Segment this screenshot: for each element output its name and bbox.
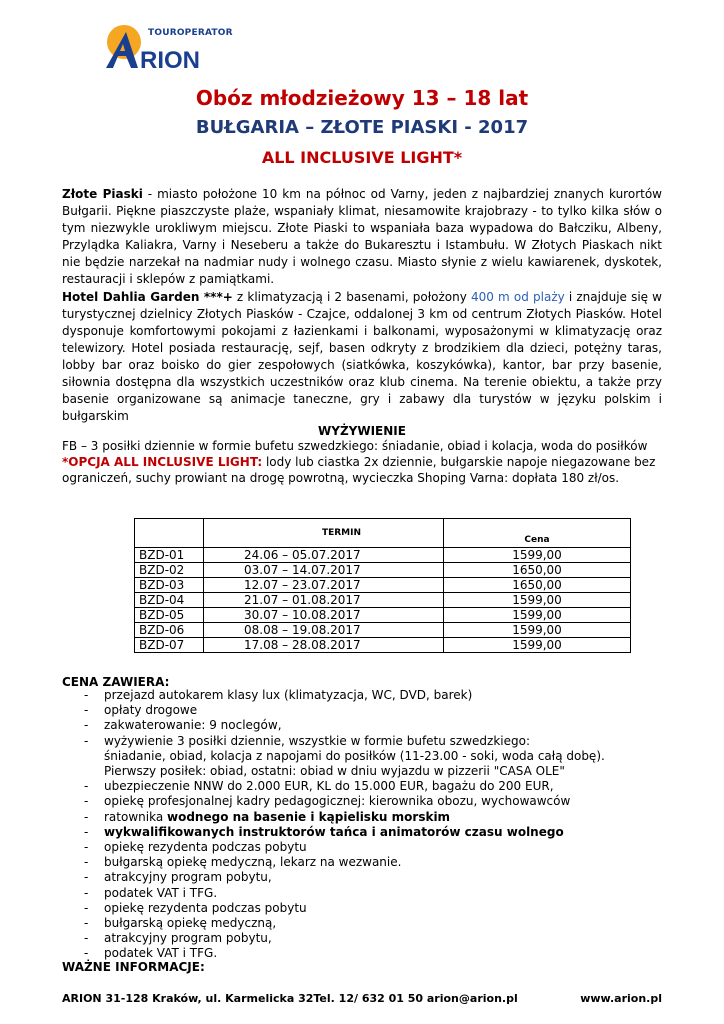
list-item: - atrakcyjny program pobytu,	[84, 931, 272, 946]
camp-title: Obóz młodzieżowy 13 – 18 lat	[195, 86, 529, 110]
important-heading: WAŻNE INFORMACJE:	[62, 960, 205, 974]
item-text: ratownika	[104, 809, 167, 824]
hotel-text-a: z klimatyzacją i 2 basenami, położony	[232, 290, 471, 304]
item-text: podatek VAT i TFG.	[104, 885, 218, 900]
table-row	[135, 563, 631, 578]
list-item: - ratownika wodnego na basenie i kąpielisku morskim	[84, 809, 451, 824]
row-price: 1599,00	[444, 593, 631, 608]
row-code: BZD-02	[135, 563, 204, 578]
intro-text: - miasto położone 10 km na północ od Varny, jeden z najbardziej znanych kurortów Bułgarii. Piękne piaszczyste plaże, wspaniały klimat, niesamowite krajobrazy - to tylko kilka słów o tym niezwykle urokliwym miejscu. Złote Piaski to wspaniała baza wypadowa do Bałcziku, Albeny, Przylądka Kaliakra, Varny i Neseberu a także do Bukaresztu i Istambułu. W Złotych Piaskach nikt nie będzie narzekał na nadmiar nudy i wolnego czasu. Miasto słynie z wielu kawiarenek, dyskotek, restauracji i sklepów z pamiątkami.	[62, 187, 662, 286]
list-item: - opiekę rezydenta podczas pobytu	[84, 900, 307, 915]
item-text: ubezpieczenie NNW do 2.000 EUR, KL do 15.000 EUR, bagażu do 200 EUR,	[104, 779, 554, 794]
item-text-extra: śniadanie, obiad, kolacja z napojami do posiłków (11-23.00 - soki, woda całą dobę).	[104, 748, 605, 763]
row-term: 03.07 – 14.07.2017	[204, 563, 444, 578]
item-text: zakwaterowanie: 9 noclegów,	[104, 718, 282, 733]
item-text: bułgarską opiekę medyczną, lekarz na wezwanie.	[104, 855, 402, 870]
header-price: Cena	[444, 519, 631, 548]
item-text: opiekę rezydenta podczas pobytu	[104, 900, 307, 915]
row-term: 08.08 – 19.08.2017	[204, 623, 444, 638]
header-code	[135, 519, 204, 548]
list-item: - opiekę rezydenta podczas pobytu	[84, 840, 307, 855]
footer	[62, 992, 662, 1005]
intro-paragraph	[62, 186, 662, 288]
destination-title: BUŁGARIA – ZŁOTE PIASKI - 2017	[195, 117, 529, 138]
intro-place: Złote Piaski	[62, 187, 143, 201]
item-text: atrakcyjny program pobytu,	[104, 931, 272, 946]
list-item: - bułgarską opiekę medyczną,	[84, 916, 277, 931]
logo-tagline: TOUROPERATOR	[148, 28, 233, 38]
meals-fb: FB – 3 posiłki dziennie w formie bufetu szwedzkiego: śniadanie, obiad i kolacja, woda do posiłków	[62, 439, 648, 453]
list-item: - atrakcyjny program pobytu,	[84, 870, 272, 885]
row-code: BZD-05	[135, 608, 204, 623]
item-text: opiekę profesjonalnej kadry pedagogicznej: kierownika obozu, wychowawców	[104, 794, 571, 809]
row-price: 1599,00	[444, 623, 631, 638]
includes-heading: CENA ZAWIERA:	[62, 675, 170, 689]
item-text: atrakcyjny program pobytu,	[104, 870, 272, 885]
row-price: 1599,00	[444, 638, 631, 653]
row-price: 1650,00	[444, 578, 631, 593]
list-item: - bułgarską opiekę medyczną, lekarz na wezwanie.	[84, 855, 402, 870]
row-code: BZD-04	[135, 593, 204, 608]
row-code: BZD-01	[135, 548, 204, 563]
footer-website[interactable]: www.arion.pl	[580, 992, 662, 1005]
table-row	[135, 593, 631, 608]
table-row	[135, 638, 631, 653]
list-item: - przejazd autokarem klasy lux (klimatyzacja, WC, DVD, barek)	[84, 688, 473, 702]
option-text: lody lub ciastka 2x dziennie, bułgarskie napoje niegazowane bez ograniczeń, suchy prowiant na drogę powrotną, wycieczka Shoping Varna: dopłata 180 zł/os.	[62, 455, 656, 485]
footer-address: ARION 31-128 Kraków, ul. Karmelicka 32Tel. 12/ 632 01 50 arion@arion.pl	[62, 992, 518, 1005]
row-term: 17.08 – 28.08.2017	[204, 638, 444, 653]
item-text: bułgarską opiekę medyczną,	[104, 916, 277, 931]
hotel-paragraph	[62, 289, 662, 425]
list-item: - opłaty drogowe	[84, 703, 198, 718]
item-text: wyżywienie 3 posiłki dziennie, wszystkie w formie bufetu szwedzkiego:	[104, 733, 531, 748]
list-item: - ubezpieczenie NNW do 2.000 EUR, KL do 15.000 EUR, bagażu do 200 EUR,	[84, 779, 554, 794]
hotel-name: Hotel Dahlia Garden ***+	[62, 290, 233, 304]
beach-distance: 400 m od plaży	[471, 290, 565, 304]
list-item: - zakwaterowanie: 9 noclegów,	[84, 718, 282, 733]
logo-text: RION	[140, 47, 200, 74]
table-row	[135, 578, 631, 593]
row-price: 1599,00	[444, 548, 631, 563]
header-term: TERMIN	[204, 519, 444, 548]
list-item: - opiekę profesjonalnej kadry pedagogicznej: kierownika obozu, wychowawców	[84, 794, 571, 809]
package-title: ALL INCLUSIVE LIGHT*	[261, 148, 463, 167]
row-term: 12.07 – 23.07.2017	[204, 578, 444, 593]
table-row	[135, 548, 631, 563]
meals-body	[62, 438, 662, 486]
row-code: BZD-06	[135, 623, 204, 638]
row-term: 30.07 – 10.08.2017	[204, 608, 444, 623]
item-text: przejazd autokarem klasy lux (klimatyzacja, WC, DVD, barek)	[104, 688, 473, 702]
row-term: 21.07 – 01.08.2017	[204, 593, 444, 608]
row-code: BZD-07	[135, 638, 204, 653]
hotel-text-b: i znajduje się w turystycznej dzielnicy Złotych Piasków - Czajce, oddalonej 3 km od centrum Złotych Piasków. Hotel dysponuje komfortowymi pokojami z łazienkami i balkonami, wyposażonymi w klimatyzację oraz telewizory. Hotel posiada restaurację, sejf, basen odkryty z brodzikiem dla dzieci, potężny taras, lobby bar oraz boisko do gier zespołowych (siatkówka, koszykówka), kantor, bar przy basenie, siłownia dostępna dla wszystkich uczestników oraz klub cinema. Na terenie obiektu, a także przy basenie organizowane są animacje taneczne, gry i zabawy dla turystów w języku polskim i bułgarskim	[62, 290, 663, 423]
list-item: - podatek VAT i TFG.	[84, 885, 218, 900]
table-row	[135, 608, 631, 623]
meals-heading: WYŻYWIENIE	[318, 424, 406, 438]
row-term: 24.06 – 05.07.2017	[204, 548, 444, 563]
item-text: opłaty drogowe	[104, 703, 198, 718]
includes-list	[62, 688, 662, 962]
row-price: 1599,00	[444, 608, 631, 623]
item-text: podatek VAT i TFG.	[104, 946, 218, 961]
row-code: BZD-03	[135, 578, 204, 593]
table-row	[135, 623, 631, 638]
list-item: - wykwalifikowanych instruktorów tańca i animatorów czasu wolnego	[84, 824, 564, 839]
meals-option	[62, 454, 662, 486]
item-bold: wodnego na basenie i kąpielisku morskim	[167, 809, 451, 824]
row-price: 1650,00	[444, 563, 631, 578]
list-item: - wyżywienie 3 posiłki dziennie, wszystkie w formie bufetu szwedzkiego: śniadanie, obiad, kolacja z napojami do posiłków (11-23.00 - soki, woda całą dobę). Pierwszy posiłek: obiad, ostatni: obiad w dniu wyjazdu w pizzerii "CASA OLE"	[62, 734, 662, 780]
option-label: *OPCJA ALL INCLUSIVE LIGHT:	[62, 455, 263, 469]
list-item: - podatek VAT i TFG.	[84, 946, 218, 961]
price-table	[134, 518, 631, 653]
item-text: opiekę rezydenta podczas pobytu	[104, 840, 307, 855]
item-bold: wykwalifikowanych instruktorów tańca i animatorów czasu wolnego	[104, 824, 564, 839]
price-table-header	[135, 519, 631, 548]
item-text-extra: Pierwszy posiłek: obiad, ostatni: obiad w dniu wyjazdu w pizzerii "CASA OLE"	[104, 764, 565, 779]
